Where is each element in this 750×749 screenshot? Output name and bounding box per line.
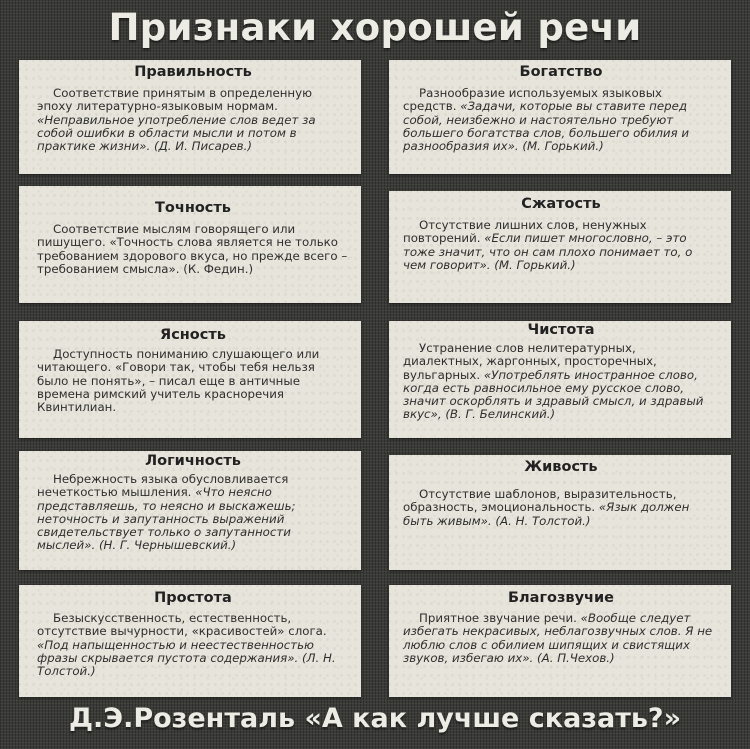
card-quote: «Употреблять иностранное слово, когда есть равносильное ему русское слово, значит оскорблять и здравый смысл, и здравый вкус» [403,367,704,422]
card-quote: «Язык должен быть живым» [403,500,690,528]
card-text: Разнообразие используемых языковых средств. [403,86,663,114]
card-body [403,219,719,272]
card-bogatstvo [389,60,731,174]
card-heading: Ясность [160,327,226,343]
card-quote: «Под напыщенностью и неестественностью фразы скрывается пустота содержания» [37,637,314,665]
card-source: . (М. Горький.) [486,257,576,272]
card-heading: Богатство [519,64,603,80]
card-source: , (В. Г. Белинский.) [437,407,556,422]
card-heading: Простота [154,590,232,606]
card-pravilnost [19,60,361,174]
card-text: Небрежность языка обусловливается нечеткостью мышления. [37,472,289,500]
card-body [403,87,719,153]
card-source: (Н. Г. Чернышевский.) [95,538,237,553]
card-body [403,342,719,422]
card-heading: Точность [155,200,231,216]
card-source: . (К. Федин.) [175,261,254,276]
card-quote: «Что неясно представляешь, то неясно и выскажешь; неточность и запутанность выражений свидетельствует только о запутанности мыслей». [37,485,296,553]
card-prostota [19,585,361,697]
card-yasnost [19,321,361,438]
card-source: . (А. П.Чехов.) [529,650,615,665]
card-body [37,87,349,153]
card-zhivost [389,455,731,570]
card-heading: Благозвучие [508,590,614,606]
card-heading: Сжатость [521,196,601,212]
card-body [403,612,719,665]
card-text: Безыскусственность, естественность, отсутствие вычурности, «красивостей» слога. [37,611,327,639]
card-body [403,488,719,528]
card-body [37,612,349,678]
card-chistota [389,321,731,438]
book-reference: Д.Э.Розенталь «А как лучше сказать?» [68,703,682,734]
card-heading: Логичность [145,453,241,469]
card-body [37,223,349,276]
card-text: Устранение слов нелитературных, диалектных, жаргонных, просторечных, вульгарных. [403,341,657,382]
card-blagozvuchie [389,585,731,697]
page-title: Признаки хорошей речи [108,6,642,49]
card-source: . (Д. И. Писарев.) [146,139,252,154]
card-text: Доступность пониманию слушающего или читающего. «Говори так, чтобы тебя нельзя было не понять», – писал еще в античные времена римский учитель красноречия Квинтилиан. [37,347,320,415]
card-source: . (А. Н. Толстой.) [487,513,591,528]
card-text: Соответствие принятым в определенную эпоху литературно-языковым нормам. [37,86,313,114]
card-quote: «Неправильное употребление слов ведет за собой ошибки в области мысли и потом в практике жизни» [37,112,316,154]
card-heading: Правильность [134,64,252,80]
card-heading: Чистота [527,322,595,338]
card-tochnost [19,186,361,303]
card-text: Отсутствие лишних слов, ненужных повторений. [403,218,647,246]
card-text: Приятное звучание речи. [419,611,577,625]
card-body [37,348,349,414]
card-source: . (Л. Н. Толстой.) [37,650,336,679]
card-text: Соответствие мыслям говорящего или пишущего. «Точность слова является не только требованием здорового вкуса, но прежде всего – требованием смысла» [37,222,348,276]
card-quote: «Задачи, которые вы ставите перед собой, неизбежно и настоятельно требуют большего богатства слов, большего обилия и разнообразия их» [403,99,690,154]
card-quote: «Вообще следует избегать некрасивых, неблагозвучных слов. Я не люблю слов с обилием шипящих и свистящих звуков, избегаю их» [403,611,713,665]
card-heading: Живость [524,459,598,475]
card-logichnost [19,451,361,570]
card-szhatost [389,191,731,303]
card-text: Отсутствие шаблонов, выразительность, образность, эмоциональность. [403,487,677,515]
card-source: . (М. Горький.) [514,139,604,154]
card-body [37,473,349,553]
card-quote: «Если пишет многословно, – это тоже значит, что он сам плохо понимает то, о чем говорит» [403,231,693,272]
